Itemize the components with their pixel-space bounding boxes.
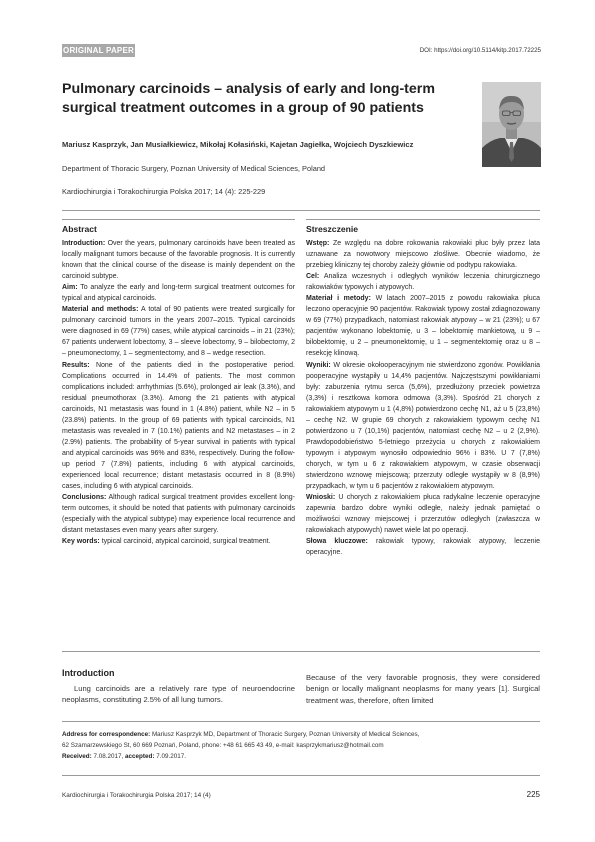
page-number: 225 — [526, 790, 540, 799]
doi-link[interactable]: DOI: https://doi.org/10.5114/kitp.2017.72225 — [419, 47, 541, 54]
author-photo — [482, 82, 541, 167]
streszczenie-heading: Streszczenie — [306, 224, 359, 234]
correspondence-label: Address for correspondence: — [62, 731, 151, 738]
divider-correspondence — [62, 721, 540, 722]
streszczenie-body — [306, 238, 540, 558]
streszczenie-wstep-label: Wstęp: — [306, 240, 330, 247]
abstract-keywords-text: typical carcinoid, atypical carcinoid, surgical treatment. — [101, 538, 271, 546]
abstract-aim-label: Aim: — [62, 284, 78, 292]
streszczenie-cel-text: Analiza wczesnych i odległych wyników leczenia chirurgicznego rakowiaków typowych i atypowych. — [306, 273, 540, 292]
streszczenie-cel-label: Cel: — [306, 273, 320, 281]
abstract-intro-text: Over the years, pulmonary carcinoids have been treated as locally malignant tumors because of the favorable prognosis. It is currently known that the clinical course of the disease is mainly dependent on the carcinoid subtype. — [62, 240, 295, 281]
abstract-conclusions-text: Although radical surgical treatment provides excellent long-term outcomes, it should be noted that patients with pulmonary carcinoids (especially with the atypical subtype) may experience local recurrence and distant metastases even many years after surgery. — [62, 494, 295, 535]
streszczenie-metody-text: W latach 2007–2015 z powodu rakowiaka płuca leczono operacyjnie 90 pacjentów. Rakowiak typowy został zdiagnozowany w 69 (77%) przypadkach, natomiast rakowiak atypowy – w 21 (23%); u 67 pacjentów wykonano lobektomię, u 3 – lobektomię mankietową, u 9 – bilobektomię, u 2 – pneumonektomię, u 1 – segmentektomię oraz u 8 – resekcję klinową. — [306, 295, 541, 358]
abstract-aim-text: To analyze the early and long-term surgical treatment outcomes for typical and atypical carcinoids. — [62, 284, 295, 303]
streszczenie-metody-label: Materiał i metody: — [306, 295, 371, 303]
streszczenie-wyniki-text: W okresie okołooperacyjnym nie stwierdzono zgonów. Powikłania pooperacyjne wystąpiły u 14,4% pacjentów. Najczęstszymi powikłaniami były: zaburzenia rytmu serca (5,6%), przedłużony przeciek powietrza (3,3%) i resztkowa komora odmowa (3,3%). Spośród 21 chorych z rakowiakiem atypowym u 1 (4,8%) potwierdzono cechę N1, aż u 5 (23,8%) – cechę N2. W grupie 69 chorych z rakowiakiem typowym cechę N1 potwierdzono u 7 (10,1%) pacjentów, natomiast cechę N2 – u 2 (2,9%). Prawdopodobieństwo 5-letniego przeżycia u chorych z rakowiakiem typowym i atypowym wynosiło odpowiednio 96% i 83%. U 7 (7,8%) chorych, w tym u 6 z rakowiakiem atypowym, w czasie obserwacji stwierdzono wznowę miejscową; przerzuty odległe wystąpiły w 8 (8,9%) przypadkach, w tym u 6 pacjentów z rakowiakiem atypowym. — [306, 361, 540, 491]
abstract-section — [62, 219, 295, 547]
introduction-left-text: Lung carcinoids are a relatively rare type of neuroendocrine neoplasms, constituting 2.5% of all lung tumors. — [62, 684, 295, 705]
streszczenie-wstep-text: Ze względu na dobre rokowania rakowiaki płuc były przez lata uznawane za nowotwory miejscowo złośliwe. Obecnie wiadomo, że przebieg kliniczny tej choroby zależy głównie od podtypu rakowiaka. — [306, 240, 540, 270]
divider-top — [62, 210, 540, 211]
abstract-body — [62, 238, 295, 547]
correspondence-block: Address for correspondence: Mariusz Kasprzyk MD, Department of Thoracic Surgery, Poznan University of Medical Sciences, 62 Szamarzewskiego St, 60 669 Poznań, Poland, phone: +48 61 665 43 49, e-mail: kasprzykmariusz@hotmail.com Received: 7.08.2017, accepted: 7.09.2017. — [62, 729, 540, 763]
abstract-keywords-label: Key words: — [62, 538, 100, 546]
streszczenie-wnioski-text: U chorych z rakowiakiem płuca radykalne leczenie operacyjne zapewnia bardzo dobre wyniki odległe, należy jednak pamiętać o możliwości wznowy miejscowej i przerzutów odległych (zwłaszcza w rakowiakach atypowych) nawet wiele lat po operacji. — [306, 494, 540, 535]
received-date: 7.08.2017 — [93, 753, 122, 761]
abstract-heading-rule — [62, 219, 295, 220]
received-label: Received: — [62, 753, 92, 761]
footer-journal: Kardiochirurgia i Torakochirurgia Polska 2017; 14 (4) — [62, 792, 211, 799]
abstract-heading: Abstract — [62, 224, 97, 234]
abstract-intro-label: Introduction: — [62, 240, 106, 247]
abstract-methods-label: Material and methods: — [62, 306, 139, 314]
abstract-methods-text: A total of 90 patients were treated surgically for pulmonary carcinoid tumors in the years 2007–2015. Typical carcinoids were diagnosed in 69 (77%) cases, while atypical carcinoids – in 21 (23%); 67 patients underwent lobectomy, 3 – sleeve lobectomy, 9 – bilobectomy, 2 – pneumonectomy, 1 – segmentectomy, and 8 – wedge resection. — [62, 306, 295, 358]
accepted-date: 7.09.2017. — [156, 753, 186, 761]
introduction-heading: Introduction — [62, 668, 115, 678]
streszczenie-wyniki-label: Wyniki: — [306, 361, 331, 369]
streszczenie-slowa-label: Słowa kluczowe: — [306, 538, 368, 546]
correspondence-line1: Mariusz Kasprzyk MD, Department of Thoracic Surgery, Poznan University of Medical Sciences, — [151, 731, 420, 738]
streszczenie-section — [306, 219, 540, 558]
streszczenie-wnioski-label: Wnioski: — [306, 494, 336, 502]
abstract-results-label: Results: — [62, 361, 90, 369]
author-list: Mariusz Kasprzyk, Jan Musiałkiewicz, Mikołaj Kołasiński, Kajetan Jagiełka, Wojciech Dyszkiewicz — [62, 140, 414, 149]
abstract-results-text: None of the patients died in the postoperative period. Complications occurred in 14.4% of patients. The most common complications included: arrhythmias (5.6%), prolonged air leak (3.3%), and residual pneumothorax (3.3%). Among the 21 patients with atypical carcinoids, N1 metastasis was found in 1 (4.8%) patient, while N2 – in 5 (23.8%) patients. In the group of 69 patients with typical carcinoids, N1 metastasis was revealed in 7 (10.1%) patients and N2 metastases – in 2 (2.9%) patients. The probability of 5-year survival in patients with typical and atypical carcinoids was 96% and 83%, respectively. During the follow-up period 7 (7.8%) patients, including 6 with atypical carcinoids, experienced local recurrence; distant metastasis occurred in 8 (8.9%) cases, including 6 with atypical carcinoids. — [62, 361, 295, 491]
divider-footer — [62, 775, 540, 776]
streszczenie-slowa-text: rakowiak typowy, rakowiak atypowy, leczenie operacyjne. — [306, 538, 540, 557]
article-title: Pulmonary carcinoids – analysis of early and long-term surgical treatment outcomes in a group of 90 patients — [62, 81, 435, 116]
journal-citation: Kardiochirurgia i Torakochirurgia Polska 2017; 14 (4): 225-229 — [62, 187, 266, 196]
correspondence-line2: 62 Szamarzewskiego St, 60 669 Poznań, Poland, phone: +48 61 665 43 49, e-mail: kasprzykmariusz@hotmail.com — [62, 742, 384, 750]
streszczenie-heading-rule — [306, 219, 540, 220]
article-type-tag: ORIGINAL PAPER — [63, 46, 134, 55]
introduction-right-text: Because of the very favorable prognosis, they were considered benign or locally malignant neoplasms for many years [1]. Surgical treatment was, therefore, often limited — [306, 673, 540, 705]
abstract-conclusions-label: Conclusions: — [62, 494, 107, 502]
divider-abstract-bottom — [62, 651, 540, 652]
accepted-label: accepted: — [125, 753, 155, 761]
affiliation: Department of Thoracic Surgery, Poznan University of Medical Sciences, Poland — [62, 164, 326, 173]
